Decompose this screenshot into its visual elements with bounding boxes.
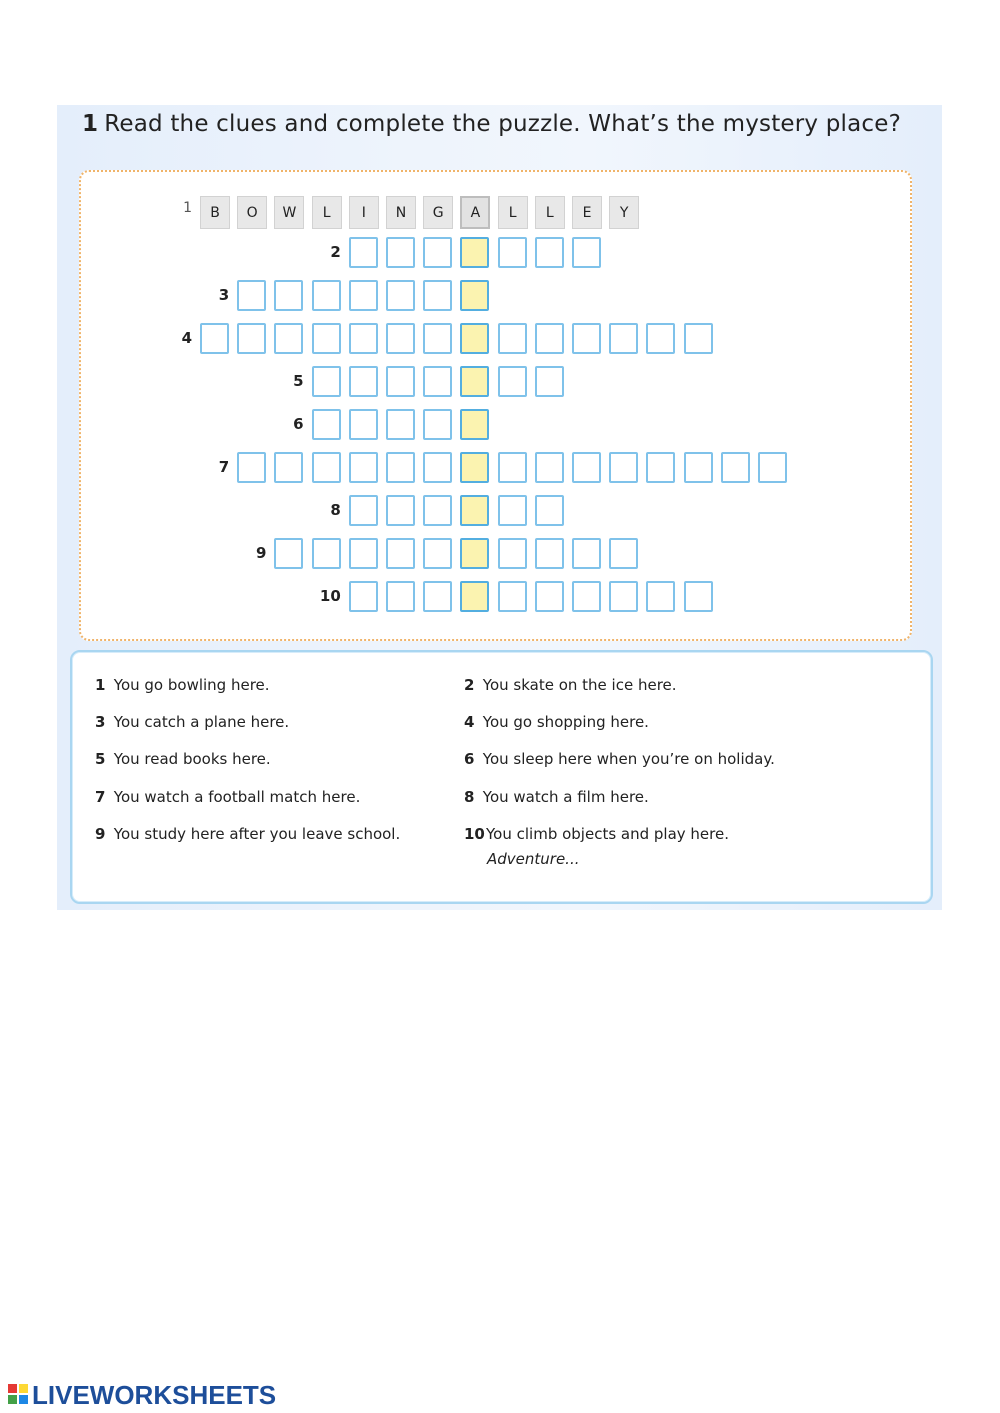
given-letter-cell: N — [386, 196, 416, 229]
mystery-letter-cell[interactable] — [460, 581, 489, 612]
given-letter-cell: L — [312, 196, 342, 229]
answer-cell[interactable] — [535, 366, 564, 397]
row-number-7: 7 — [218, 458, 230, 476]
answer-cell[interactable] — [498, 495, 527, 526]
clue-3: 3 You catch a plane here. — [95, 713, 290, 731]
given-letter-cell: Y — [609, 196, 639, 229]
row-number-4: 4 — [181, 329, 192, 347]
mystery-letter-cell[interactable] — [460, 538, 489, 569]
answer-cell[interactable] — [349, 323, 378, 354]
answer-cell[interactable] — [312, 538, 341, 569]
answer-cell[interactable] — [274, 280, 303, 311]
answer-cell[interactable] — [349, 280, 378, 311]
answer-cell[interactable] — [349, 495, 378, 526]
answer-cell[interactable] — [349, 538, 378, 569]
answer-cell[interactable] — [684, 581, 713, 612]
crossword-box — [79, 170, 912, 641]
answer-cell[interactable] — [349, 581, 378, 612]
answer-cell[interactable] — [312, 366, 341, 397]
answer-cell[interactable] — [423, 581, 452, 612]
clue-7: 7 You watch a football match here. — [95, 788, 361, 806]
answer-cell[interactable] — [237, 452, 266, 483]
given-letter-cell: B — [200, 196, 230, 229]
answer-cell[interactable] — [423, 495, 452, 526]
answer-cell[interactable] — [646, 323, 675, 354]
exercise-number: 1 — [82, 111, 99, 137]
answer-cell[interactable] — [386, 538, 415, 569]
answer-cell[interactable] — [386, 495, 415, 526]
answer-cell[interactable] — [349, 237, 378, 268]
answer-cell[interactable] — [312, 452, 341, 483]
answer-cell[interactable] — [312, 409, 341, 440]
row-number-2: 2 — [330, 243, 341, 261]
answer-cell[interactable] — [572, 237, 601, 268]
answer-cell[interactable] — [386, 237, 415, 268]
clue-5: 5 You read books here. — [95, 750, 271, 768]
given-letter-cell: G — [423, 196, 453, 229]
exercise-instruction: Read the clues and complete the puzzle. What’s the mystery place? — [104, 111, 902, 137]
answer-cell[interactable] — [646, 452, 675, 483]
answer-cell[interactable] — [312, 280, 341, 311]
answer-cell[interactable] — [274, 452, 303, 483]
given-letter-cell: E — [572, 196, 602, 229]
answer-cell[interactable] — [498, 452, 527, 483]
answer-cell[interactable] — [423, 409, 452, 440]
answer-cell[interactable] — [758, 452, 787, 483]
answer-cell[interactable] — [386, 452, 415, 483]
answer-cell[interactable] — [498, 237, 527, 268]
liveworksheets-logo-icon — [8, 1384, 30, 1406]
clue-6: 6 You sleep here when you’re on holiday. — [464, 750, 775, 768]
answer-cell[interactable] — [386, 323, 415, 354]
answer-cell[interactable] — [498, 538, 527, 569]
answer-cell[interactable] — [349, 452, 378, 483]
row-number-3: 3 — [218, 286, 230, 304]
logo-text: LIVEWORKSHEETS — [32, 1379, 277, 1410]
answer-cell[interactable] — [535, 452, 564, 483]
answer-cell[interactable] — [386, 409, 415, 440]
given-letter-cell: L — [535, 196, 565, 229]
answer-cell[interactable] — [609, 452, 638, 483]
clue-1: 1 You go bowling here. — [95, 676, 270, 694]
answer-cell[interactable] — [423, 452, 452, 483]
row-number-8: 8 — [330, 501, 341, 519]
answer-cell[interactable] — [498, 581, 527, 612]
answer-cell[interactable] — [423, 280, 452, 311]
answer-cell[interactable] — [684, 452, 713, 483]
mystery-letter-cell[interactable] — [460, 366, 489, 397]
answer-cell[interactable] — [535, 495, 564, 526]
answer-cell[interactable] — [572, 538, 601, 569]
answer-cell[interactable] — [572, 581, 601, 612]
answer-cell[interactable] — [721, 452, 750, 483]
answer-cell[interactable] — [274, 538, 303, 569]
clue-10-hint: Adventure... — [487, 850, 580, 868]
given-letter-cell: L — [498, 196, 528, 229]
clue-9: 9 You study here after you leave school. — [95, 825, 401, 843]
row-number-5: 5 — [293, 372, 304, 390]
answer-cell[interactable] — [423, 366, 452, 397]
clue-4: 4 You go shopping here. — [464, 713, 649, 731]
answer-cell[interactable] — [535, 538, 564, 569]
given-letter-cell: I — [349, 196, 379, 229]
answer-cell[interactable] — [423, 538, 452, 569]
mystery-letter-cell[interactable] — [460, 323, 489, 354]
clue-10: 10You climb objects and play here. — [464, 825, 729, 843]
row-number-10: 10 — [319, 587, 341, 605]
answer-cell[interactable] — [498, 323, 527, 354]
answer-cell[interactable] — [349, 366, 378, 397]
answer-cell[interactable] — [274, 323, 303, 354]
given-letter-cell: O — [237, 196, 267, 229]
answer-cell[interactable] — [572, 323, 601, 354]
answer-cell[interactable] — [535, 581, 564, 612]
mystery-letter-cell[interactable] — [460, 495, 489, 526]
clue-2: 2 You skate on the ice here. — [464, 676, 677, 694]
answer-cell[interactable] — [609, 581, 638, 612]
row-number-6: 6 — [293, 415, 304, 433]
answer-cell[interactable] — [386, 366, 415, 397]
answer-cell[interactable] — [237, 280, 266, 311]
answer-cell[interactable] — [386, 581, 415, 612]
answer-cell[interactable] — [535, 323, 564, 354]
liveworksheets-logo — [8, 1380, 276, 1410]
clue-8: 8 You watch a film here. — [464, 788, 649, 806]
answer-cell[interactable] — [609, 538, 638, 569]
row-number-1: 1 — [183, 200, 192, 216]
answer-cell[interactable] — [200, 323, 229, 354]
answer-cell[interactable] — [646, 581, 675, 612]
mystery-letter-cell[interactable] — [460, 237, 489, 268]
answer-cell[interactable] — [386, 280, 415, 311]
given-letter-cell: W — [274, 196, 304, 229]
answer-cell[interactable] — [572, 452, 601, 483]
mystery-letter-cell[interactable] — [460, 452, 489, 483]
answer-cell[interactable] — [609, 323, 638, 354]
answer-cell[interactable] — [535, 237, 564, 268]
row-number-9: 9 — [255, 544, 267, 562]
answer-cell[interactable] — [349, 409, 378, 440]
mystery-letter-cell[interactable] — [460, 409, 489, 440]
mystery-letter-cell[interactable] — [460, 280, 489, 311]
answer-cell[interactable] — [423, 323, 452, 354]
answer-cell[interactable] — [312, 323, 341, 354]
given-letter-cell: A — [460, 196, 490, 229]
answer-cell[interactable] — [684, 323, 713, 354]
answer-cell[interactable] — [498, 366, 527, 397]
answer-cell[interactable] — [237, 323, 266, 354]
exercise-heading — [82, 111, 901, 137]
answer-cell[interactable] — [423, 237, 452, 268]
